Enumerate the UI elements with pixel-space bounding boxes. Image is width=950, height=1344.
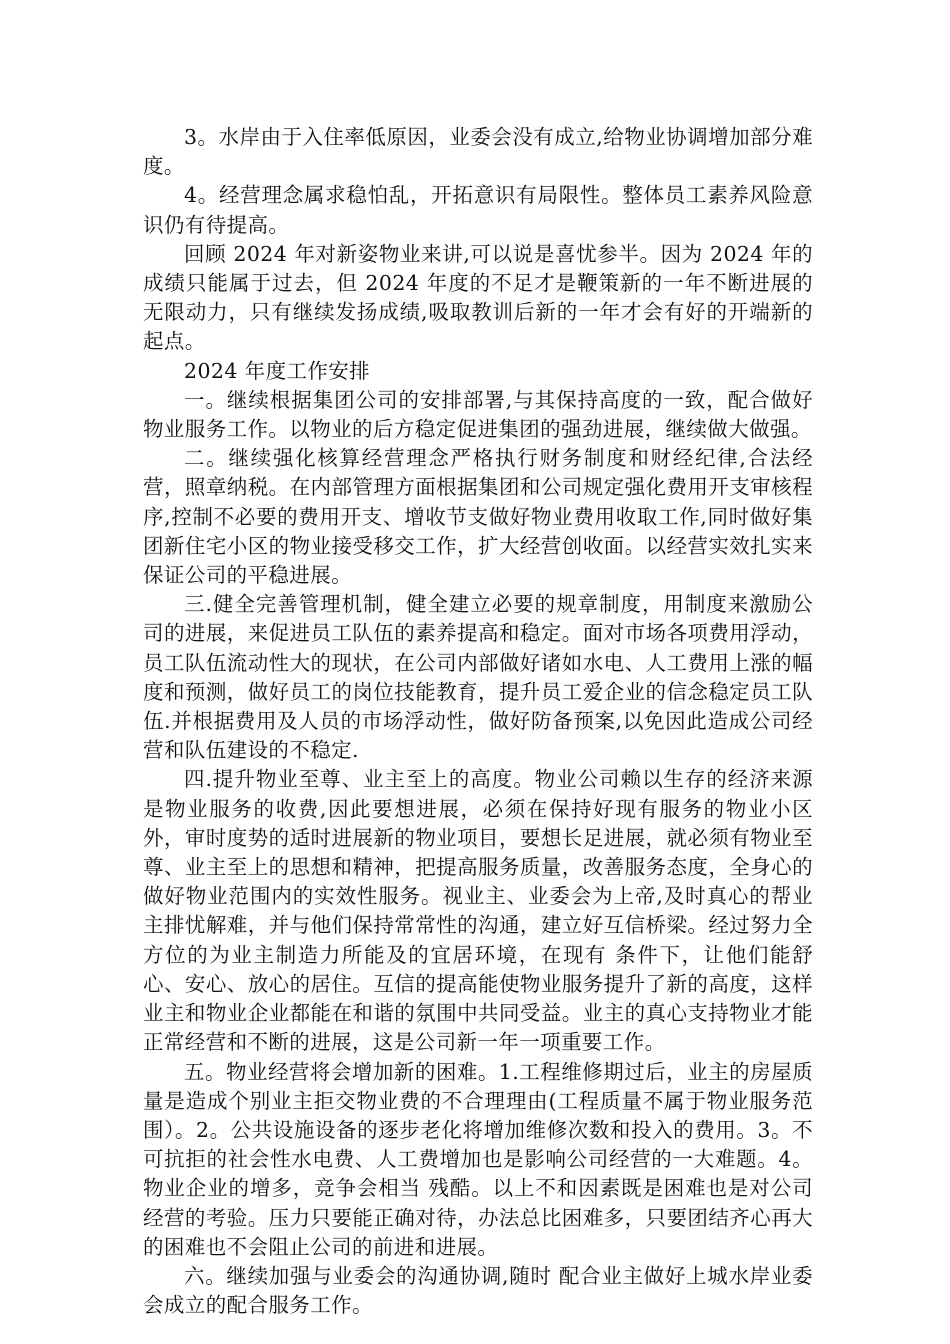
document-body xyxy=(143,123,813,1320)
section-heading-work-plan: 2024 年度工作安排 xyxy=(184,358,371,383)
paragraph-plan-5: 五。物业经营将会增加新的困难。1.工程维修期过后，业主的房屋质量是造成个别业主拒交物业费的不合理理由(工程质量不属于物业服务范围）。2。公共设施设备的逐步老化将增加维修次数和投入的费用。3。不可抗拒的社会性水电费、人工费增加也是影响公司经营的一大难题。4。物业企业的增多，竞争会相当 残酷。以上不和因素既是困难也是对公司经营的考验。压力只要能正确对待，办法总比困难多，只要团结齐心再大的困难也不会阻止公司的前进和进展。 xyxy=(143,1059,813,1259)
paragraph-plan-6: 六。继续加强与业委会的沟通协调,随时 配合业主做好上城水岸业委会成立的配合服务工作。 xyxy=(143,1263,813,1318)
paragraph-problem-4: 4。经营理念属求稳怕乱，开拓意识有局限性。整体员工素养风险意识仍有待提高。 xyxy=(143,183,813,237)
paragraph-review-2024: 回顾 2024 年对新姿物业来讲,可以说是喜忧参半。因为 2024 年的成绩只能属于过去，但 2024 年度的不足才是鞭策新的一年不断进展的无限动力，只有继续发扬成绩,吸取教训后新的一年才会有好的开端新的起点。 xyxy=(143,241,813,354)
paragraph-plan-4: 四.提升物业至尊、业主至上的高度。物业公司赖以生存的经济来源是物业服务的收费,因此要想进展，必须在保持好现有服务的物业小区外，审时度势的适时进展新的物业项目，要想长足进展，就必须有物业至尊、业主至上的思想和精神，把提高服务质量，改善服务态度，全身心的做好物业范围内的实效性服务。视业主、业委会为上帝,及时真心的帮业主排忧解难，并与他们保持常常性的沟通，建立好互信桥梁。经过努力全方位的为业主制造力所能及的宜居环境，在现有 条件下，让他们能舒心、安心、放心的居住。互信的提高能使物业服务提升了新的高度，这样业主和物业企业都能在和谐的氛围中共同受益。业主的真心支持物业才能正常经营和不断的进展，这是公司新一年一项重要工作。 xyxy=(143,767,813,1055)
paragraph-plan-2: 二。继续强化核算经营理念严格执行财务制度和财经纪律,合法经营，照章纳税。在内部管理方面根据集团和公司规定强化费用开支审核程序,控制不必要的费用开支、增收节支做好物业费用收取工作,同时做好集团新住宅小区的物业接受移交工作，扩大经营创收面。以经营实效扎实来保证公司的平稳进展。 xyxy=(143,446,813,588)
paragraph-plan-3: 三.健全完善管理机制，健全建立必要的规章制度，用制度来激励公司的进展，来促进员工队伍的素养提高和稳定。面对市场各项费用浮动，员工队伍流动性大的现状，在公司内部做好诸如水电、人工费用上涨的幅度和预测，做好员工的岗位技能教育，提升员工爱企业的信念稳定员工队伍.并根据费用及人员的市场浮动性，做好防备预案,以免因此造成公司经营和队伍建设的不稳定. xyxy=(143,592,813,763)
paragraph-plan-1: 一。继续根据集团公司的安排部署,与其保持高度的一致，配合做好物业服务工作。以物业的后方稳定促进集团的强劲进展，继续做大做强。 xyxy=(143,387,813,442)
paragraph-problem-3: 3。水岸由于入住率低原因，业委会没有成立,给物业协调增加部分难度。 xyxy=(143,125,813,179)
